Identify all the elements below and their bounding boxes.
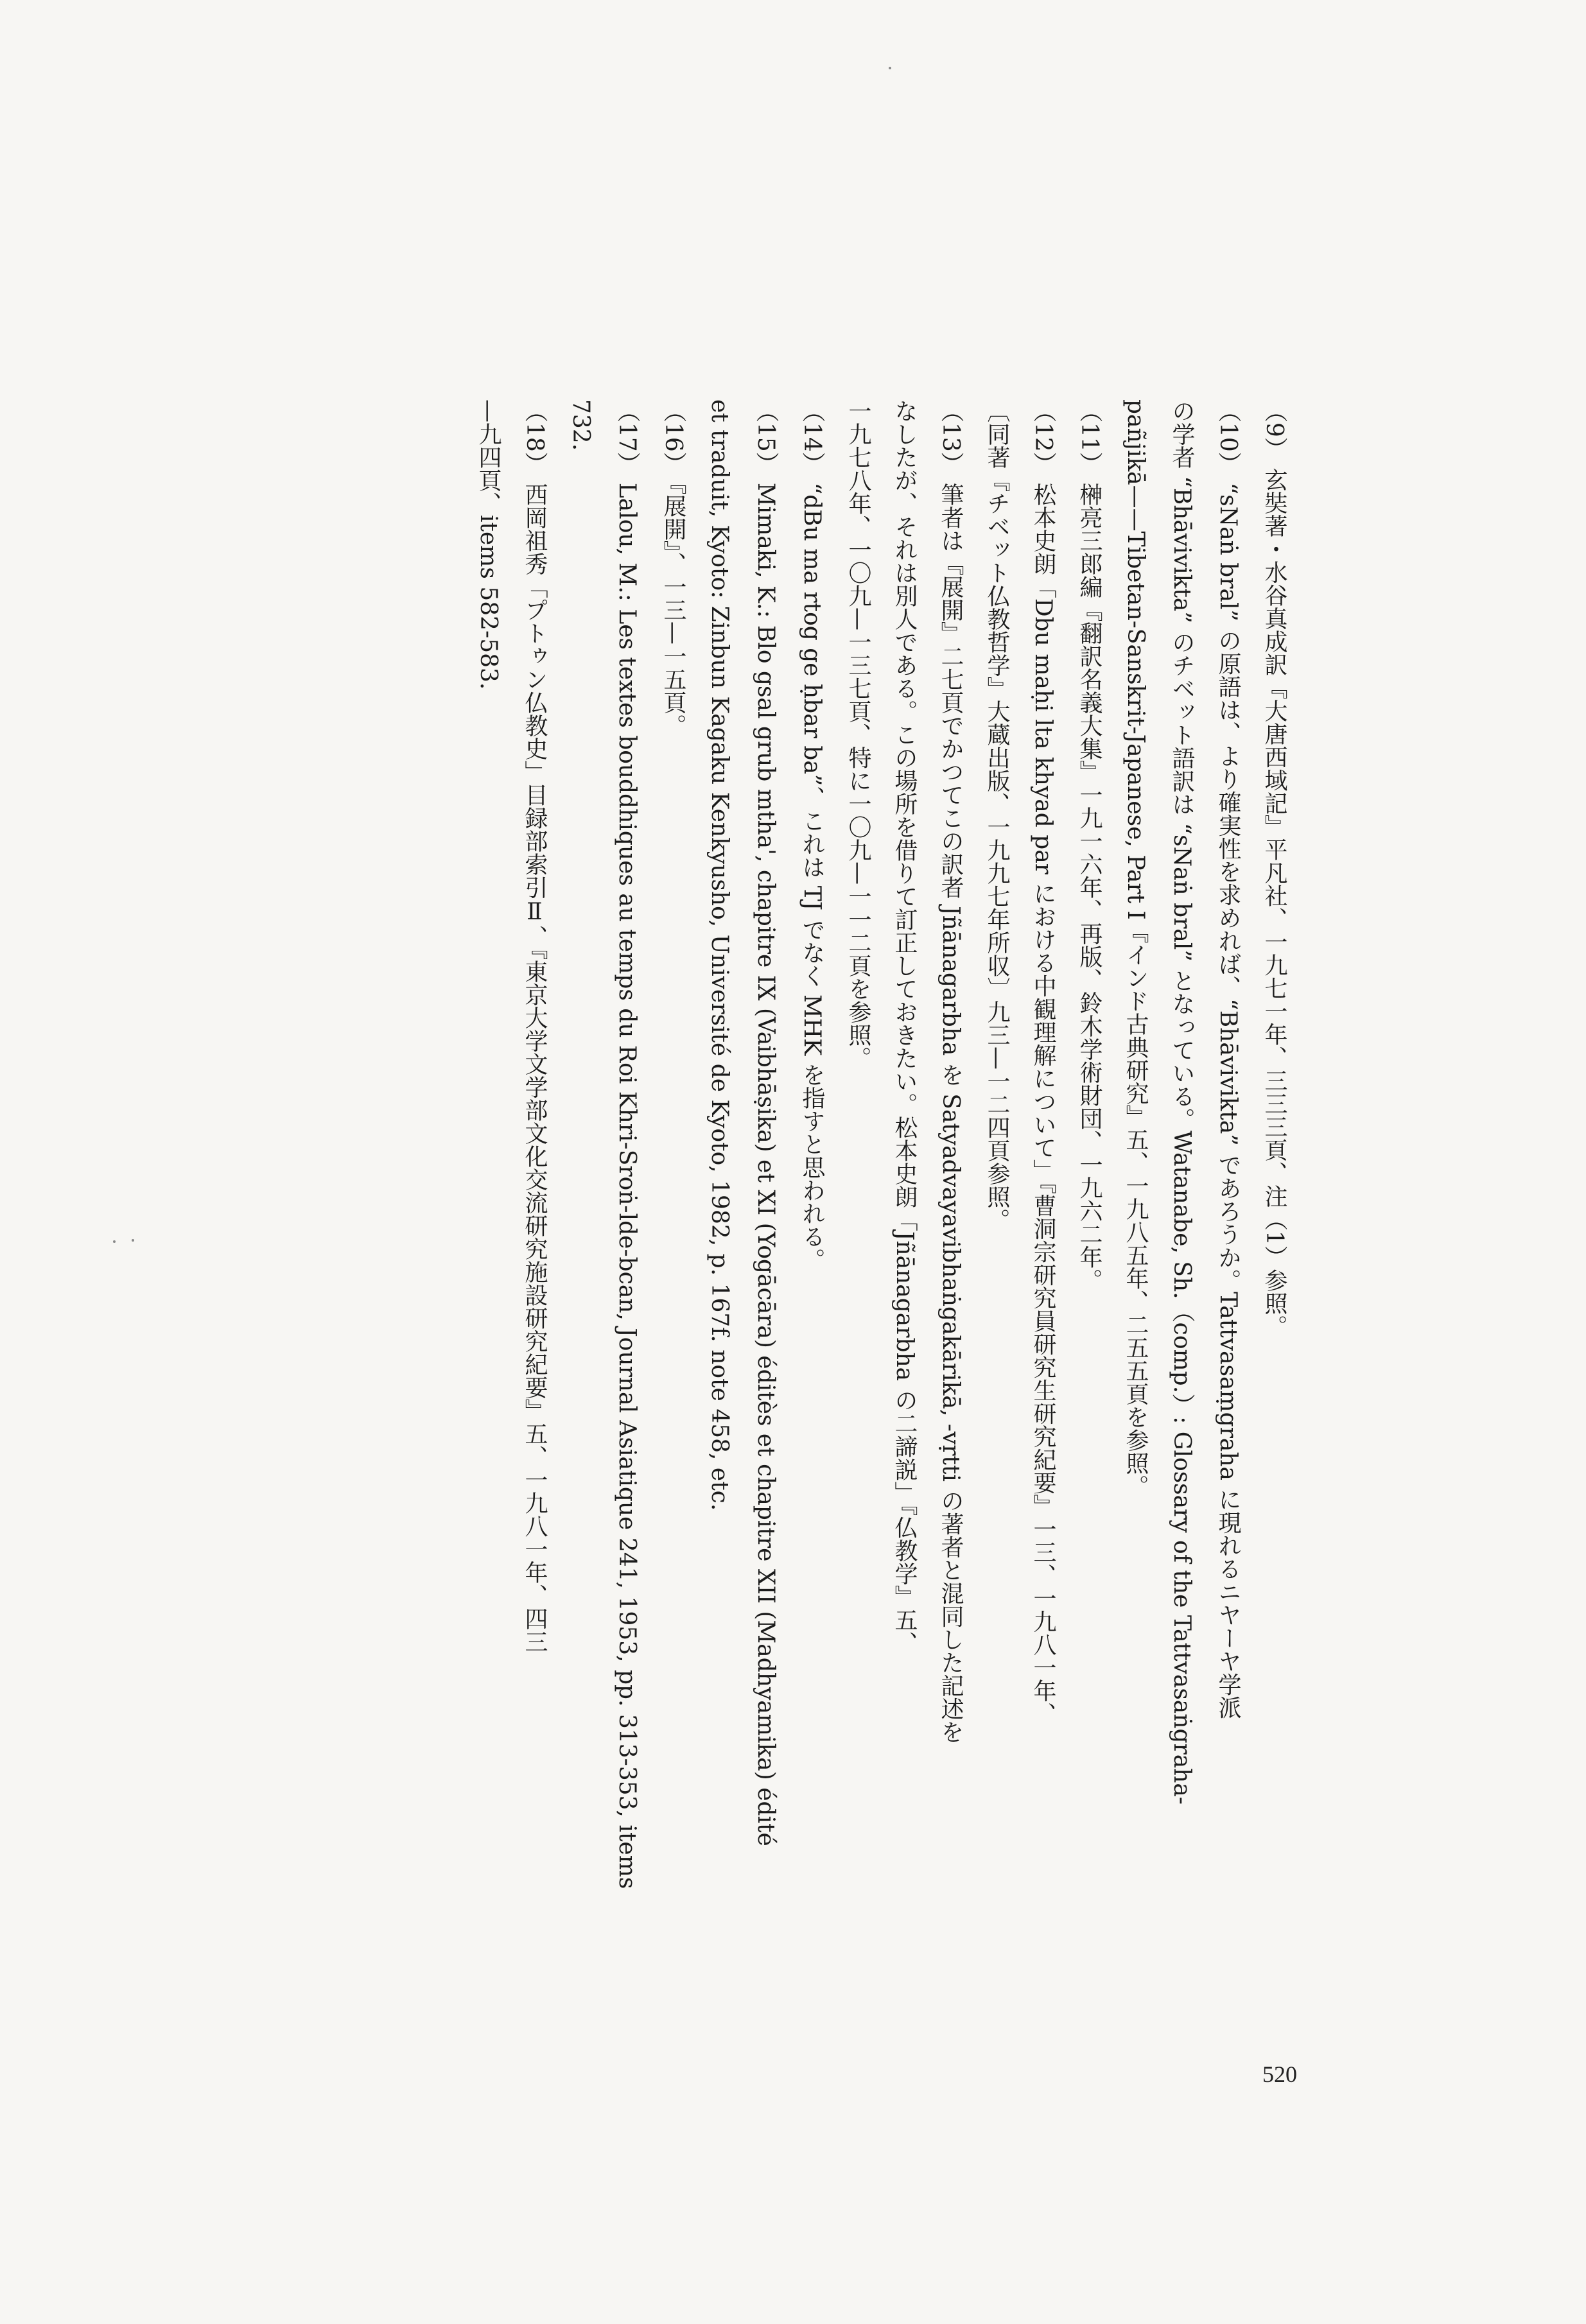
endnote-number: （15）: [753, 399, 779, 475]
endnote-15: [696, 399, 789, 2248]
scan-speck: [889, 67, 891, 69]
endnote-line: の学者 “Bhāvivikta” のチベット語訳は “sNaṅ bral” となっている。Watanabe, Sh.（comp.）: Glossary of the Tattvasaṅgraha-: [1169, 399, 1195, 1805]
endnote-line: 筆者は『展開』二七頁でかつてこの訳者 Jñānagarbha を Satyadvayavibhaṅgakārikā, -vṛtti の著者と混同した記述を: [937, 482, 964, 1744]
endnote-line: なしたが、それは別人である。この場所を借りて訂正しておきたい。松本史朗「Jñānagarbha の二諦説」『仏教学』五、: [891, 399, 918, 1654]
endnote-number: （11）: [1076, 399, 1102, 475]
endnote-13: [835, 399, 973, 2248]
scan-speck: [113, 1240, 116, 1243]
endnote-line: 松本史朗「Dbu maḥi lta khyad par における中観理解について」『曹洞宗研究員研究生研究紀要』一三、一九八一年、: [1030, 482, 1056, 1726]
endnote-number: （10）: [1215, 399, 1241, 475]
endnote-14: [789, 399, 835, 2248]
endnote-17: [557, 399, 650, 2248]
endnote-line: 一九七八年、一〇九—一三七頁、特に一〇九—一一二頁を参照。: [845, 399, 871, 1070]
endnote-line: Mimaki, K.: Blo gsal grub mtha', chapitre IX (Vaibhāṣika) et XI (Yogācāra) éditès et chapitre XII (Madhyamika) édité: [753, 482, 779, 1846]
endnote-16: [650, 399, 696, 2248]
endnote-12: [973, 399, 1066, 2248]
endnote-number: （13）: [937, 399, 964, 475]
endnote-line: 〔同著『チベット仏教哲学』大蔵出版、一九九七年所収〕九三—一二四頁参照。: [984, 399, 1010, 1231]
endnote-line: 『展開』、一三—一五頁。: [660, 482, 686, 737]
endnote-number: （16）: [660, 399, 686, 475]
endnote-line: 榊亮三郎編『翻訳名義大集』一九一六年、再版、鈴木学術財団、一九六二年。: [1076, 482, 1102, 1292]
endnote-11: [1066, 399, 1112, 2248]
endnote-line: pañjikā——Tibetan-Sanskrit-Japanese, Part I『インド古典研究』五、一九八五年、二五五頁を参照。: [1122, 399, 1149, 1498]
endnote-number: （9）: [1261, 399, 1287, 460]
endnote-line: et traduit, Kyoto: Zinbun Kagaku Kenkyusho, Université de Kyoto, 1982, p. 167f. note 458, etc.: [706, 399, 733, 1511]
endnote-line: 玄奘著・水谷真成訳『大唐西域記』平凡社、一九七一年、三三三頁、注（1）参照。: [1261, 467, 1287, 1338]
endnote-line: 732.: [568, 399, 594, 451]
endnote-number: （17）: [614, 399, 640, 475]
endnote-9: [1251, 399, 1297, 2248]
page-number: 520: [1262, 2061, 1297, 2087]
endnote-18: [465, 399, 557, 2248]
scan-speck: [132, 1239, 134, 1242]
endnote-line: “sNaṅ bral” の原語は、より確実性を求めれば、“Bhāvivikta” であろうか。Tattvasaṃgraha に現れるニヤーヤ学派: [1215, 482, 1241, 1719]
endnote-line: “dBu ma rtog ge ḥbar ba”、これは TJ でなく MHK を指すと思われる。: [799, 482, 825, 1271]
endnote-number: （14）: [799, 399, 825, 475]
endnote-number: （18）: [521, 399, 548, 475]
endnote-number: （12）: [1030, 399, 1056, 475]
endnotes-block: [462, 399, 1297, 2248]
endnote-10: [1112, 399, 1251, 2248]
endnote-line: —九四頁、items 582-583.: [475, 399, 501, 690]
endnote-line: 西岡祖秀「プトゥン仏教史」目録部索引Ⅱ、『東京大学文学部文化交流研究施設研究紀要』五、一九八一年、四三: [521, 482, 548, 1653]
endnote-line: Lalou, M.: Les textes bouddhiques au temps du Roi Khri-Sroṅ-lde-bcan, Journal Asiatique 241, 1953, pp. 313-353, items: [614, 482, 640, 1889]
